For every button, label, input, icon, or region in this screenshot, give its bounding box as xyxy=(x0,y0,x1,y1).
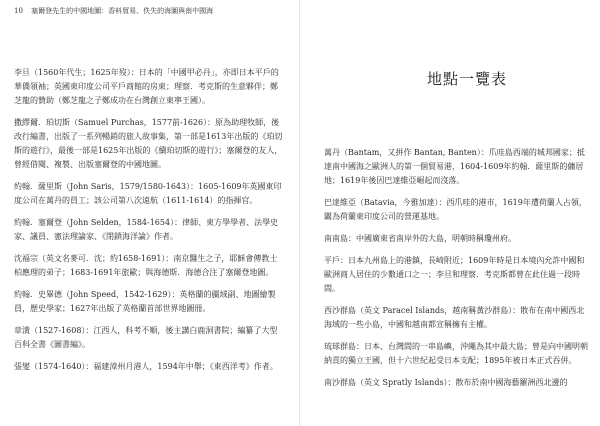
people-list xyxy=(14,66,284,382)
person-entry: 沈福宗（英文名麥可．沈；約1658-1691）：南京醫生之子，耶穌會傳教士柏應理的弟子；1683-1691年旅歐；與海德斯．海德合注了塞爾登地圖。 xyxy=(14,254,278,277)
person-entry: 撒繆爾．珀切斯（Samuel Purchas，1577前-1626）：原為助理牧師，後改行編書，出版了一系列暢銷的旅人故事集，第一部是1613年出版的《珀切斯的遊行》，最後一部是1625年出版的《續珀切斯的遊行》；塞爾登的友人，曾經借閱、複製、出版塞爾登的中國地圖。 xyxy=(14,118,283,169)
person-entry: 約翰．塞爾登（John Selden，1584-1654）：律師、東方學學者、法學史家、議員、憲法理論家、《閉鎖海洋論》作者。 xyxy=(14,218,279,241)
place-entry: 萬丹（Bantam，又拼作 Bantan, Banten）：爪哇島西端的城邦國家；抵達南中國海之歐洲人的第一個貿易港，1604-1609年約翰．薩里斯的傭居地；1619年後因巴達維亞崛起而沒落。 xyxy=(324,148,585,185)
section-title: 地點一覽表 xyxy=(427,70,508,88)
page-number: 10 xyxy=(14,7,23,15)
person-entry: 約翰．史畢德（John Speed，1542-1629）：英格蘭的疆域副、地圖繪製員，歷史學家；1627年出版了英格蘭首部世界地圖冊。 xyxy=(14,290,276,313)
place-entry: 巴達維亞（Batavia，今雅加達）：西爪哇的港市，1619年遭荷蘭人占領，闢為荷蘭東印度公司的營運基地。 xyxy=(324,198,587,221)
place-entry: 平戶：日本九州島上的港鎮，長崎附近；1609年時是日本境內允許中國和歐洲商人居住的少數通口之一；李旦和理察．考克斯都曾在此住過一段時間。 xyxy=(324,256,585,293)
person-entry: 章潢（1527-1608）：江西人，科考不順，後主講白鹿洞書院；編纂了大型百科全書《圖書編》。 xyxy=(14,326,278,349)
place-entry: 南沙群島（英文 Spratly Islands）：散布於南中國海藝羅洲西北邊的 xyxy=(324,378,568,387)
place-entry: 琉球群島：日本、台灣間的一串島嶼，沖繩為其中最大島；曾是向中國明朝納貢的獨立王國，但十六世紀起受日本支配；1895年被日本正式吞併。 xyxy=(324,342,588,365)
places-list xyxy=(324,146,590,398)
person-entry: 張燮（1574-1640）：福建漳州月港人，1594年中舉；《東西洋考》作者。 xyxy=(14,362,278,371)
running-title: 塞爾登先生的中國地圖：香料貿易、佚失的海圖與南中國海 xyxy=(31,7,214,15)
place-entry: 西沙群島（英文 Paracel Islands，越南稱黃沙群島）：散布在南中國西北海域的一些小島，中國和越南都宣稱擁有主權。 xyxy=(324,306,585,329)
person-entry: 約翰．薩里斯（John Saris，1579/1580-1643）：1605-1609年英國東印度公司在萬丹的員工；該公司第八次遠航（1611-1614）的指揮官。 xyxy=(14,182,282,205)
place-entry: 南南島：中國廣東省南岸外的大島，明朝時稱瓊州府。 xyxy=(324,234,516,243)
person-entry: 李旦（1560年代生；1625年歿）：日本的「中國甲必丹」，亦即日本平戶的華僑領袖；英國東印度公司平戶商館的房東；理察．考克斯的生意夥伴；鄭芝龍的贊助（鄭芝龍之子鄭成功在台灣創立東寧王國）。 xyxy=(14,68,279,105)
right-page xyxy=(300,0,600,426)
running-header xyxy=(14,6,213,16)
